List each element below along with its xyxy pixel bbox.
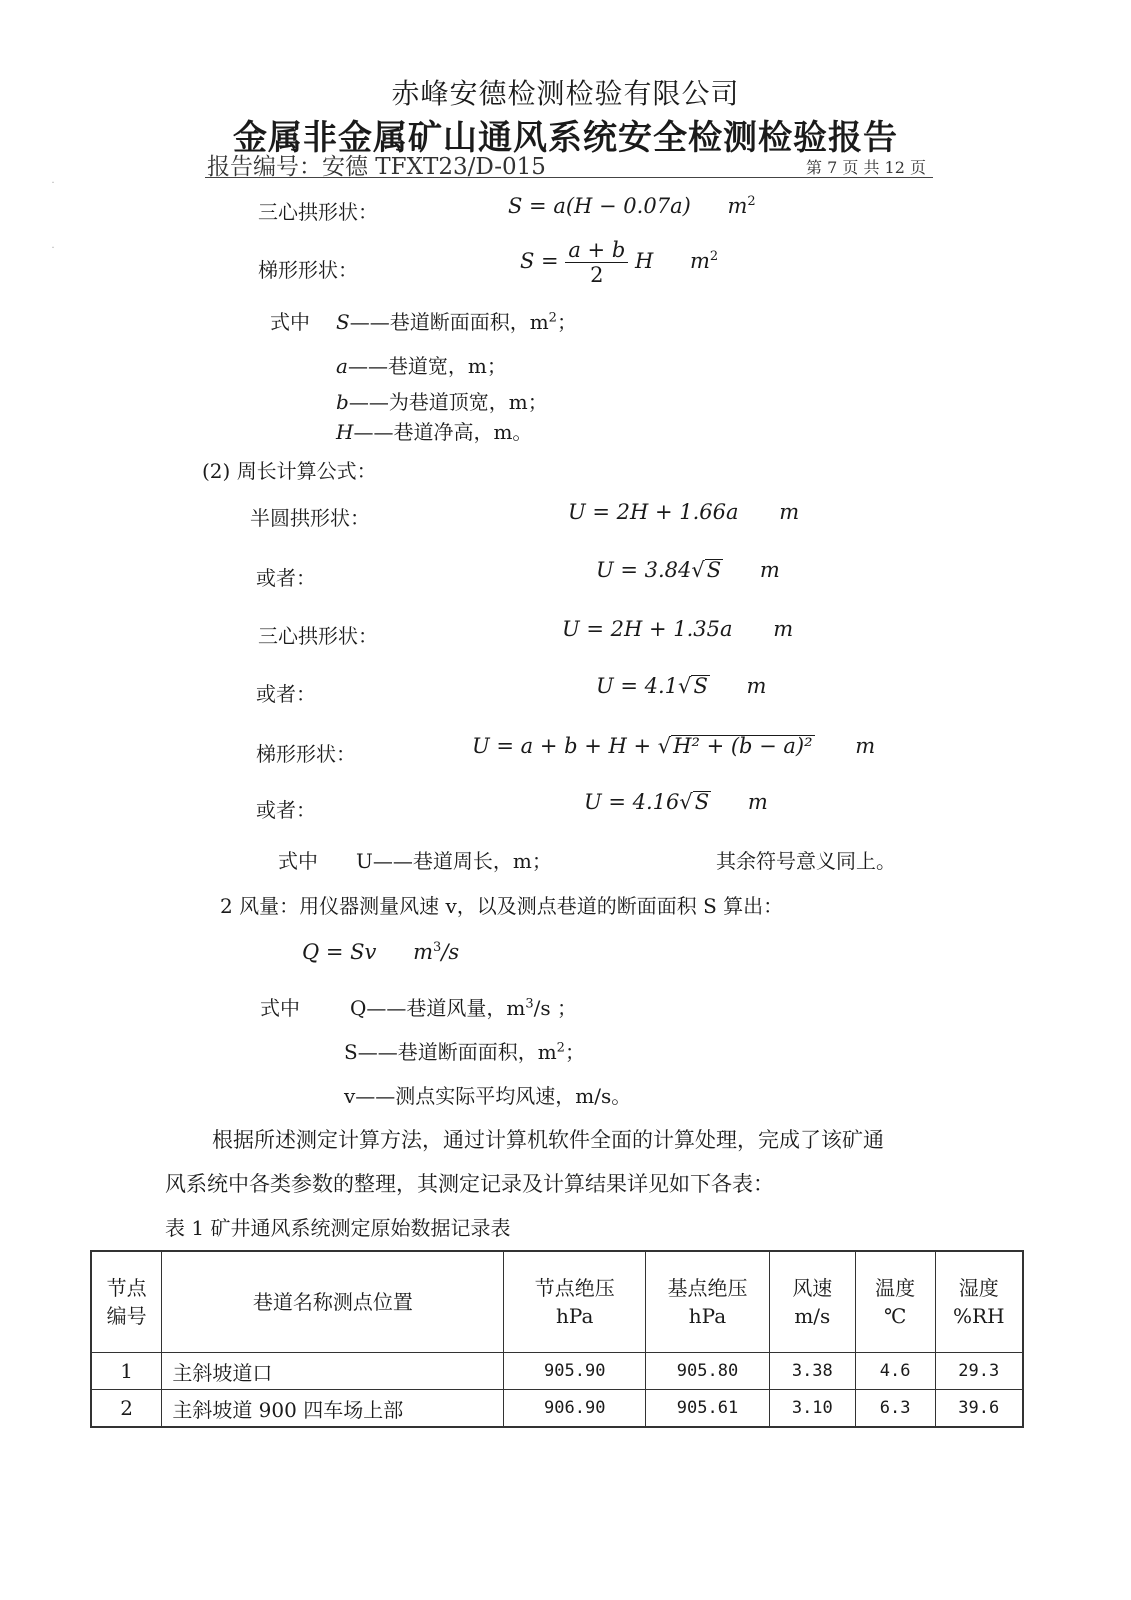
unit-exponent: 3 bbox=[433, 940, 442, 955]
header-line: 巷道名称测点位置 bbox=[252, 1290, 413, 1314]
three-center-arch-area-formula bbox=[508, 194, 756, 218]
airflow-heading: 2 风量：用仪器测量风速 v，以及测点巷道的断面面积 S 算出： bbox=[220, 894, 784, 918]
table-row bbox=[91, 1390, 1023, 1428]
sqrt-sign: √ bbox=[691, 558, 705, 582]
perimeter-label: 或者： bbox=[256, 566, 316, 590]
cell-temperature: 4.6 bbox=[855, 1353, 935, 1390]
sqrt-sign: √ bbox=[678, 674, 692, 698]
header-line: 基点绝压 bbox=[667, 1276, 748, 1300]
airflow-legend-q bbox=[350, 992, 577, 1021]
formula-unit: m bbox=[689, 249, 710, 273]
perimeter-legend-u: U——巷道周长，m； bbox=[356, 849, 552, 873]
header-divider bbox=[205, 177, 933, 178]
report-number: 报告编号：安德 TFXT23/D-015 bbox=[207, 154, 546, 180]
cell-base-pressure: 905.61 bbox=[646, 1390, 770, 1428]
table-caption: 表 1 矿井通风系统测定原始数据记录表 bbox=[165, 1216, 511, 1240]
perimeter-label: 或者： bbox=[256, 798, 316, 822]
perimeter-label: 半圆拱形状： bbox=[250, 506, 370, 530]
header-unit: m/s bbox=[794, 1304, 831, 1328]
cell-node-pressure: 906.90 bbox=[504, 1390, 646, 1428]
symbol: b bbox=[336, 390, 349, 414]
formula-text: Q = Sv bbox=[302, 940, 377, 964]
legend-text: ——巷道宽，m； bbox=[347, 354, 507, 378]
legend-line-s bbox=[336, 306, 577, 335]
formula-text: S = a(H − 0.07a) bbox=[508, 194, 691, 218]
header-location bbox=[162, 1251, 504, 1353]
radicand: S bbox=[694, 790, 710, 814]
formula-unit: m bbox=[746, 674, 767, 698]
cell-location: 主斜坡道 900 四车场上部 bbox=[162, 1390, 504, 1428]
table-row bbox=[91, 1353, 1023, 1390]
cell-node-id: 1 bbox=[91, 1353, 162, 1390]
fraction-numerator: a + b bbox=[565, 238, 628, 263]
header-line: 编号 bbox=[106, 1304, 147, 1328]
legend-prefix: 式中 bbox=[270, 310, 310, 334]
formula-lhs: U = 4.16 bbox=[584, 790, 680, 814]
header-line: 节点 bbox=[106, 1276, 147, 1300]
formula-rhs: H bbox=[634, 249, 654, 273]
header-line: 温度 bbox=[875, 1276, 916, 1300]
trapezoid-area-formula bbox=[520, 238, 718, 287]
header-unit: ℃ bbox=[883, 1304, 907, 1328]
unit-exponent: 3 bbox=[525, 996, 534, 1012]
cell-wind-speed: 3.10 bbox=[769, 1390, 855, 1428]
symbol: H bbox=[336, 420, 354, 444]
table-header-row bbox=[91, 1251, 1023, 1353]
legend-text: ——巷道净高，m。 bbox=[353, 420, 533, 444]
legend-line-b bbox=[336, 386, 548, 415]
legend-text: Q——巷道风量，m bbox=[350, 996, 526, 1020]
formula-unit: m bbox=[413, 940, 434, 964]
formula-unit: m bbox=[773, 617, 794, 641]
formula-lhs: U = 4.1 bbox=[596, 674, 679, 698]
radicand: S bbox=[706, 558, 722, 582]
airflow-formula bbox=[302, 940, 459, 964]
legend-prefix: 式中 bbox=[260, 996, 300, 1020]
formula-lhs: U = a + b + H + bbox=[472, 734, 658, 758]
fraction bbox=[565, 238, 628, 287]
airflow-legend-v: v——测点实际平均风速，m/s。 bbox=[344, 1084, 632, 1108]
legend-line-h bbox=[336, 416, 532, 445]
symbol: a bbox=[336, 354, 348, 378]
semicircle-arch-perimeter-formula bbox=[568, 500, 799, 524]
unit-exponent: 2 bbox=[548, 310, 557, 326]
formula-unit: m bbox=[727, 194, 748, 218]
cell-humidity: 29.3 bbox=[935, 1353, 1023, 1390]
legend-end: /s ； bbox=[533, 996, 578, 1020]
cell-location: 主斜坡道口 bbox=[162, 1353, 504, 1390]
sqrt-sign: √ bbox=[657, 734, 672, 758]
summary-line-1: 根据所述测定计算方法，通过计算机软件全面的计算处理，完成了该矿通 bbox=[212, 1128, 884, 1152]
formula-lhs: S = bbox=[520, 249, 559, 273]
cell-temperature: 6.3 bbox=[855, 1390, 935, 1428]
fraction-denominator: 2 bbox=[590, 263, 604, 287]
formula-unit: m bbox=[779, 500, 800, 524]
radicand: H² + (b − a)² bbox=[673, 734, 813, 758]
unit-exponent: 2 bbox=[556, 1040, 565, 1056]
perimeter-legend-rest: 其余符号意义同上。 bbox=[716, 849, 896, 873]
cell-node-pressure: 905.90 bbox=[504, 1353, 646, 1390]
formula-text: U = 2H + 1.66a bbox=[568, 500, 739, 524]
unit-exponent: 2 bbox=[747, 194, 756, 209]
legend-prefix: 式中 bbox=[278, 849, 318, 873]
perimeter-label: 三心拱形状： bbox=[258, 624, 378, 648]
perimeter-alt-formula bbox=[596, 558, 780, 582]
three-center-arch-label: 三心拱形状： bbox=[258, 200, 378, 224]
perimeter-label: 或者： bbox=[256, 682, 316, 706]
legend-end: ； bbox=[556, 310, 577, 334]
page-indicator: 第 7 页 共 12 页 bbox=[806, 158, 926, 177]
header-base-pressure bbox=[646, 1251, 770, 1353]
header-temperature bbox=[855, 1251, 935, 1353]
header-wind-speed bbox=[769, 1251, 855, 1353]
header-node-id bbox=[91, 1251, 162, 1353]
sqrt-sign: √ bbox=[679, 790, 693, 814]
airflow-legend-s bbox=[344, 1036, 585, 1065]
formula-lhs: U = 3.84 bbox=[596, 558, 692, 582]
scan-speck: ˙ bbox=[50, 245, 56, 259]
perimeter-heading: (2) 周长计算公式： bbox=[202, 459, 377, 483]
company-name: 赤峰安德检测检验有限公司 bbox=[391, 77, 740, 110]
cell-wind-speed: 3.38 bbox=[769, 1353, 855, 1390]
unit-exponent: 2 bbox=[709, 249, 719, 264]
formula-unit: m bbox=[759, 558, 780, 582]
legend-text: ——为巷道顶宽，m； bbox=[348, 390, 548, 414]
report-title: 金属非金属矿山通风系统安全检测检验报告 bbox=[233, 118, 898, 158]
header-line: 风速 bbox=[792, 1276, 833, 1300]
header-line: 湿度 bbox=[958, 1276, 999, 1300]
legend-line-a bbox=[336, 350, 507, 379]
three-center-arch-perimeter-formula bbox=[562, 617, 793, 641]
symbol: S bbox=[336, 310, 350, 334]
perimeter-alt-formula bbox=[584, 790, 768, 814]
trapezoid-perimeter-formula bbox=[472, 734, 875, 758]
header-humidity bbox=[935, 1251, 1023, 1353]
legend-text: ——巷道断面面积，m bbox=[349, 310, 549, 334]
cell-humidity: 39.6 bbox=[935, 1390, 1023, 1428]
cell-base-pressure: 905.80 bbox=[646, 1353, 770, 1390]
cell-node-id: 2 bbox=[91, 1390, 162, 1428]
scan-speck: ˙ bbox=[50, 180, 56, 194]
formula-text: U = 2H + 1.35a bbox=[562, 617, 733, 641]
legend-text: S——巷道断面面积，m bbox=[344, 1040, 557, 1064]
header-unit: %RH bbox=[953, 1304, 1005, 1328]
trapezoid-label: 梯形形状： bbox=[258, 258, 358, 282]
perimeter-label: 梯形形状： bbox=[256, 742, 356, 766]
header-unit: hPa bbox=[556, 1304, 594, 1328]
radicand: S bbox=[693, 674, 708, 698]
header-node-pressure bbox=[504, 1251, 646, 1353]
legend-end: ； bbox=[564, 1040, 585, 1064]
perimeter-alt-formula bbox=[596, 674, 766, 698]
summary-line-2: 风系统中各类参数的整理，其测定记录及计算结果详见如下各表： bbox=[165, 1172, 774, 1196]
ventilation-data-table bbox=[90, 1250, 1024, 1428]
formula-unit: m bbox=[855, 734, 876, 758]
formula-unit: m bbox=[747, 790, 768, 814]
header-line: 节点绝压 bbox=[534, 1276, 615, 1300]
unit-tail: /s bbox=[441, 940, 460, 964]
header-unit: hPa bbox=[688, 1304, 727, 1328]
